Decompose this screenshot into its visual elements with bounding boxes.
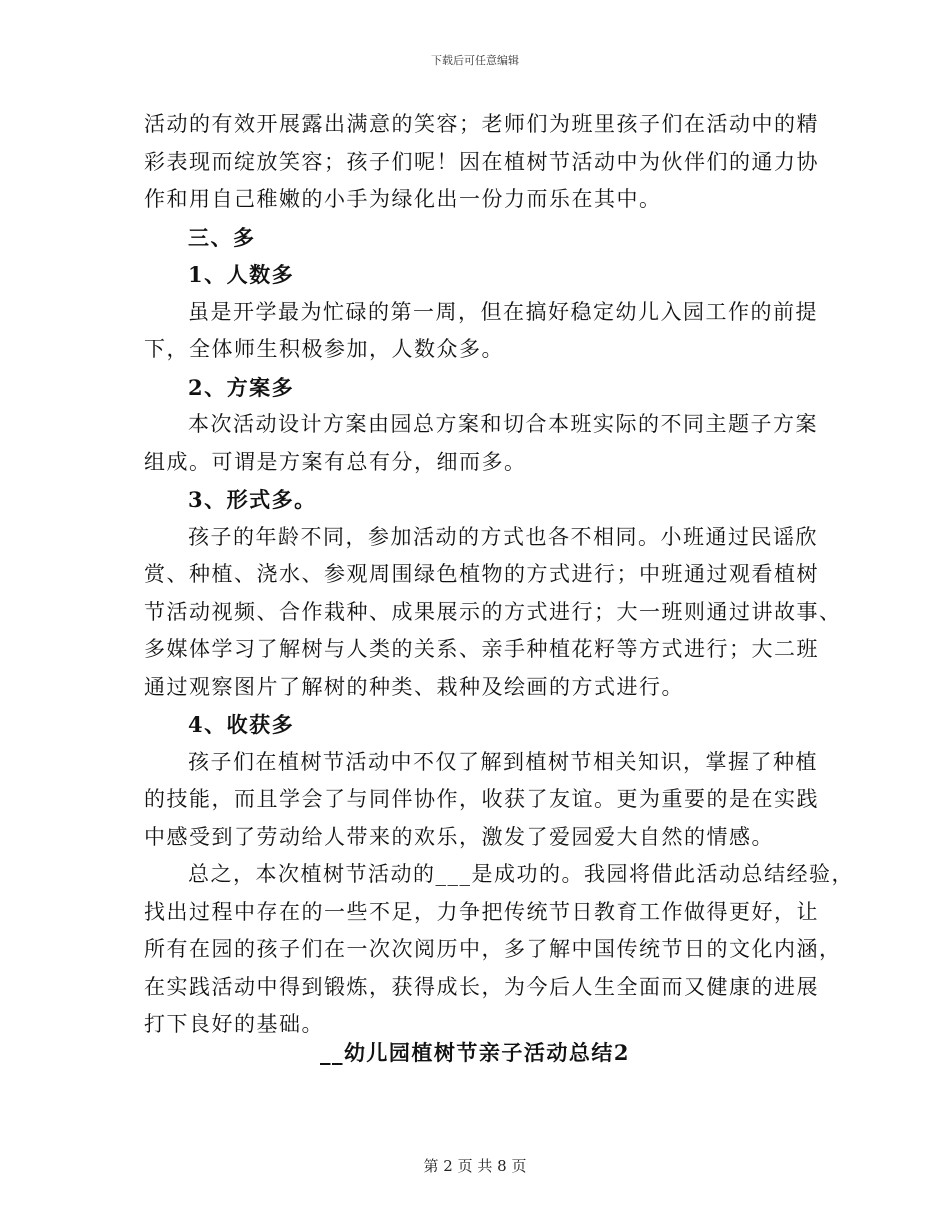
body-line: 在实践活动中得到锻炼，获得成长，为今后人生全面而又健康的进展 [144, 974, 819, 999]
body-line: 孩子的年龄不同，参加活动的方式也各不相同。小班通过民谣欣 [188, 524, 818, 549]
body-line: 本次活动设计方案由园总方案和切合本班实际的不同主题子方案 [188, 412, 818, 436]
subsection-heading: 3、形式多。 [188, 487, 317, 512]
body-line: 节活动视频、合作栽种、成果展示的方式进行；大一班则通过讲故事、 [144, 599, 842, 624]
body-line: 通过观察图片了解树的种类、栽种及绘画的方式进行。 [144, 674, 684, 699]
body-line: 作和用自己稚嫩的小手为绿化出一份力而乐在其中。 [144, 187, 662, 211]
page-number: 第 2 页 共 8 页 [423, 1157, 527, 1175]
body-line: 打下良好的基础。 [144, 1012, 324, 1036]
body-line: 中感受到了劳动给人带来的欢乐，激发了爱园爱大自然的情感。 [144, 824, 774, 849]
body-line: 活动的有效开展露出满意的笑容；老师们为班里孩子们在活动中的精 [144, 112, 819, 136]
subsection-heading: 2、方案多 [188, 374, 295, 400]
subsection-heading: 1、人数多 [188, 262, 295, 287]
body-line: 下，全体师生积极参加，人数众多。 [144, 337, 504, 361]
document-body [144, 106, 854, 1044]
subsection-heading: 4、收获多 [188, 712, 295, 737]
body-line: 赏、种植、浇水、参观周围绿色植物的方式进行；中班通过观看植树 [144, 562, 819, 586]
body-line: 总之，本次植树节活动的___是成功的。我园将借此活动总结经验， [188, 862, 854, 886]
body-line: 虽是开学最为忙碌的第一周，但在搞好稳定幼儿入园工作的前提 [188, 299, 818, 324]
body-line: 的技能，而且学会了与同伴协作，收获了友谊。更为重要的是在实践 [144, 787, 819, 811]
next-document-title: __幼儿园植树节亲子活动总结2 [319, 1040, 631, 1065]
body-line: 孩子们在植树节活动中不仅了解到植树节相关知识，掌握了种植 [188, 749, 818, 774]
body-line: 组成。可谓是方案有总有分，细而多。 [144, 449, 527, 474]
body-line: 多媒体学习了解树与人类的关系、亲手种植花籽等方式进行；大二班 [144, 637, 819, 661]
page-header: 下载后可任意编辑 [431, 54, 519, 67]
body-line: 彩表现而绽放笑容；孩子们呢！因在植树节活动中为伙伴们的通力协 [144, 149, 819, 174]
section-heading: 三、多 [188, 224, 256, 250]
body-line: 所有在园的孩子们在一次次阅历中，多了解中国传统节日的文化内涵， [144, 937, 842, 961]
body-line: 找出过程中存在的一些不足，力争把传统节日教育工作做得更好，让 [144, 899, 819, 924]
